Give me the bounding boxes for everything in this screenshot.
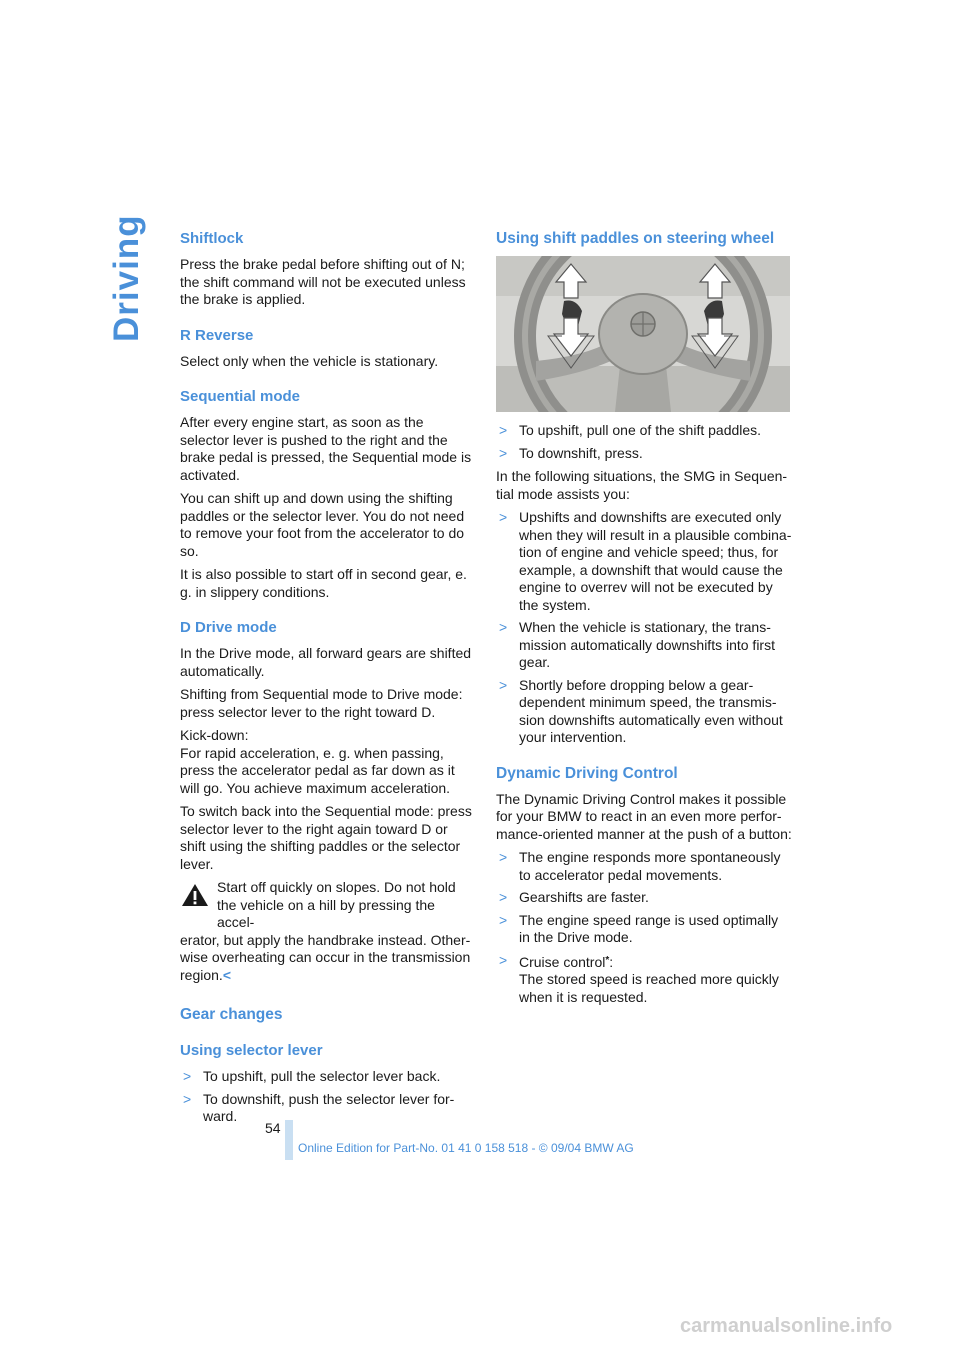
bullet-mark: >: [499, 619, 508, 635]
bullet-mark: >: [499, 951, 508, 968]
ddc-intro: The Dynamic Driving Control makes it possible for your BMW to react in an even more perfor-mance-oriented manner at the push of a button:: [496, 790, 792, 842]
bullet-mark: >: [499, 676, 508, 693]
list-item-cruise-control: > Cruise control*: The stored speed is reached more quickly when it is requested.: [499, 951, 779, 1005]
list-item: > Gearshifts are faster.: [499, 889, 649, 905]
sequential-p1: After every engine start, as soon as the selector lever is pushed to the right and the brake pedal is pressed, the Sequential mode is activated.: [180, 414, 472, 483]
list-item: > The engine speed range is used optimally in the Drive mode.: [499, 911, 779, 945]
footer-bar: [285, 1120, 293, 1160]
bullet-mark: >: [183, 1068, 192, 1084]
watermark: carmanualsonline.info: [680, 1315, 893, 1337]
smg-assist-list: [496, 509, 792, 747]
list-item: > Shortly before dropping below a gear-dependent minimum speed, the transmis-sion downshifts automatically even without your intervention.: [499, 676, 783, 745]
warning-note: [180, 879, 472, 984]
list-item: > To upshift, pull the selector lever back.: [183, 1068, 441, 1084]
cruise-label: Cruise control: [519, 953, 606, 970]
bullet-mark: >: [499, 849, 508, 865]
list-item: > To downshift, push the selector lever for-ward.: [183, 1090, 455, 1124]
reverse-heading: R Reverse: [180, 326, 254, 344]
bullet-mark: >: [499, 444, 508, 461]
warning-rest: erator, but apply the handbrake instead. Other-wise overheating can occur in the transmission region.: [180, 931, 471, 983]
list-item: > Upshifts and downshifts are executed only when they will result in a plausible combina-tion of engine and vehicle speed; thus, for example, a downshift that would cause the engine to overrev will not be executed by the system.: [499, 509, 792, 613]
smg-intro: In the following situations, the SMG in Sequen-tial mode assists you:: [496, 468, 788, 502]
selector-lever-list: [180, 1068, 472, 1126]
cruise-text: The stored speed is reached more quickly when it is requested.: [519, 971, 779, 1005]
drive-p1: In the Drive mode, all forward gears are shifted automatically.: [180, 645, 472, 679]
shiftlock-text: Press the brake pedal before shifting out of N; the shift command will not be executed unless the brake is applied.: [180, 256, 466, 307]
warning-line-2: the vehicle on a hill by pressing the accel-: [217, 896, 435, 930]
drive-p2: Shifting from Sequential mode to Drive mode: press selector lever to the right toward D.: [180, 686, 463, 720]
kickdown-text: For rapid acceleration, e. g. when passing, press the accelerator pedal as far down as it will go. You achieve maximum acceleration.: [180, 744, 455, 796]
bullet-mark: >: [499, 911, 508, 928]
warning-line-1: Start off quickly on slopes. Do not hold: [217, 879, 456, 895]
list-item: > When the vehicle is stationary, the trans-mission automatically downshifts into first gear.: [499, 619, 775, 670]
steering-wheel-illustration: [496, 256, 790, 412]
drive-heading: D Drive mode: [180, 619, 277, 636]
bullet-mark: >: [183, 1090, 192, 1107]
gear-changes-heading: Gear changes: [180, 1006, 283, 1023]
selector-lever-heading: Using selector lever: [180, 1042, 323, 1059]
shiftlock-heading: Shiftlock: [180, 230, 244, 247]
bullet-mark: >: [499, 889, 508, 905]
list-item: > To downshift, press.: [499, 444, 643, 461]
ddc-heading: Dynamic Driving Control: [496, 764, 678, 782]
kickdown-label: Kick-down:: [180, 727, 249, 743]
list-item: > The engine responds more spontaneously to accelerator pedal movements.: [499, 849, 781, 883]
steering-wheel-figure: [496, 256, 790, 412]
footer-edition-text: Online Edition for Part-No. 01 41 0 158 518 - © 09/04 BMW AG: [298, 1141, 634, 1155]
drive-p3: [180, 727, 472, 797]
optional-equipment-mark: *: [605, 954, 610, 966]
sequential-p3: It is also possible to start off in second gear, e. g. in slippery conditions.: [180, 566, 467, 600]
chapter-side-title: Driving: [107, 214, 146, 342]
end-mark: <: [222, 966, 231, 983]
bullet-mark: >: [499, 509, 508, 525]
left-column: [180, 230, 472, 1132]
sequential-p2: You can shift up and down using the shifting paddles or the selector lever. You do not need to remove your foot from the accelerator to do so.: [180, 490, 465, 559]
warning-triangle-icon: [181, 882, 209, 908]
ddc-list: [496, 849, 792, 1006]
right-column: [496, 230, 792, 1012]
bullet-mark: >: [499, 422, 508, 438]
page-number: 54: [265, 1120, 281, 1136]
reverse-text: Select only when the vehicle is stationary.: [180, 352, 439, 369]
drive-p4: To switch back into the Sequential mode: press selector lever to the right again toward D or shift using the shifting paddles or the selector lever.: [180, 803, 472, 872]
paddles-heading: Using shift paddles on steering wheel: [496, 230, 775, 247]
sequential-heading: Sequential mode: [180, 388, 301, 405]
list-item: > To upshift, pull one of the shift paddles.: [499, 422, 762, 438]
paddles-list: [496, 422, 792, 462]
